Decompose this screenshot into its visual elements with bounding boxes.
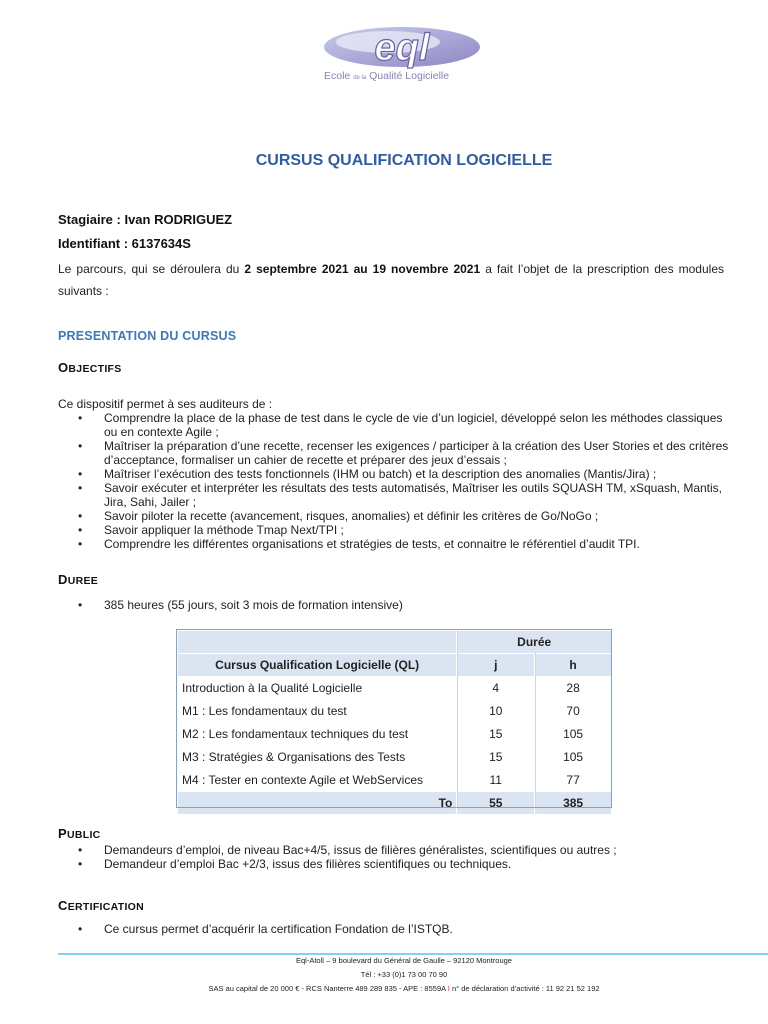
- objectifs-heading-first: O: [58, 360, 69, 375]
- footer-legal: [0, 984, 768, 993]
- table-row: M3 : Stratégies & Organisations des Tests 15 105: [178, 746, 612, 769]
- public-heading-first: P: [58, 826, 67, 841]
- table-group-header: Durée: [457, 631, 612, 654]
- public-heading: [58, 826, 101, 841]
- certification-heading-first: C: [58, 898, 68, 913]
- table-col-title: Cursus Qualification Logicielle (QL): [178, 654, 457, 677]
- footer-rule: [58, 953, 768, 955]
- table-total-row: [178, 792, 612, 815]
- public-list: [58, 843, 738, 871]
- bullet-icon: •: [78, 439, 83, 453]
- table-row: M1 : Les fondamentaux du test 10 70: [178, 700, 612, 723]
- public-heading-rest: UBLIC: [66, 829, 101, 841]
- list-item: • Savoir appliquer la méthode Tmap Next/TPI ;: [78, 523, 344, 537]
- certification-list: [58, 922, 738, 936]
- bullet-icon: •: [78, 857, 83, 871]
- table-col-h: h: [535, 654, 612, 677]
- list-item: • Demandeurs d’emploi, de niveau Bac+4/5, issus de filières généralistes, scientifiques ou autres ;: [78, 843, 617, 857]
- bullet-icon: •: [78, 481, 83, 495]
- table-row: Introduction à la Qualité Logicielle 4 28: [178, 677, 612, 700]
- list-item: • Maîtriser l’exécution des tests fonctionnels (IHM ou batch) et la description des anomalies (Mantis/Jira) ;: [78, 467, 657, 481]
- bullet-icon: •: [78, 467, 83, 481]
- presentation-heading: PRESENTATION DU CURSUS: [58, 329, 237, 343]
- logo-tagline-left: Ecole: [324, 70, 351, 82]
- table-row: M4 : Tester en contexte Agile et WebServices 11 77: [178, 769, 612, 792]
- trainee-name: Stagiaire : Ivan RODRIGUEZ: [58, 212, 233, 227]
- objectifs-heading-rest: BJECTIFS: [68, 363, 122, 375]
- list-item: • Comprendre la place de la phase de test dans le cycle de vie d’un logiciel, développé selon les méthodes classiques ou en contexte Agile ;: [78, 411, 723, 439]
- bullet-icon: •: [78, 598, 83, 612]
- duree-heading: [58, 572, 98, 587]
- duree-heading-rest: UREE: [67, 575, 99, 587]
- document-title: CURSUS QUALIFICATION LOGICIELLE: [255, 152, 553, 169]
- modules-table: [177, 630, 612, 815]
- bullet-icon: •: [78, 843, 83, 857]
- table-row: M2 : Les fondamentaux techniques du test 15 105: [178, 723, 612, 746]
- objectifs-intro: Ce dispositif permet à ses auditeurs de :: [58, 397, 273, 411]
- table-col-j: j: [457, 654, 535, 677]
- list-item: • 385 heures (55 jours, soit 3 mois de formation intensive): [78, 598, 403, 612]
- duree-heading-first: D: [58, 572, 68, 587]
- footer-legal-a: SAS au capital de 20 000 € - RCS Nanterre 489 289 835 - APE : 8559A: [208, 984, 446, 993]
- table-total-j: 55: [457, 792, 535, 815]
- footer-legal-c: n° de déclaration d’activité : 11 92 21 52 192: [451, 984, 600, 993]
- footer-phone: Tél : +33 (0)1 73 00 70 90: [360, 970, 448, 979]
- table-total-label: To: [178, 792, 457, 815]
- trainee-id: Identifiant : 6137634S: [58, 236, 191, 251]
- footer-legal-sep: I: [445, 984, 452, 993]
- certification-heading: [58, 898, 144, 913]
- bullet-icon: •: [78, 922, 83, 936]
- table-header-row: [178, 654, 612, 677]
- objectifs-list: [58, 411, 738, 551]
- list-item: • Savoir piloter la recette (avancement, risques, anomalies) et définir les critères de Go/NoGo ;: [78, 509, 599, 523]
- objectifs-heading: [58, 360, 122, 375]
- bullet-icon: •: [78, 523, 83, 537]
- table-total-h: 385: [535, 792, 612, 815]
- bullet-icon: •: [78, 509, 83, 523]
- table-divider: [535, 652, 536, 807]
- intro-after: a fait l’objet de la prescription des modules suivants :: [58, 262, 724, 298]
- footer-address: Eql-Atoll – 9 boulevard du Général de Gaulle – 92120 Montrouge: [296, 956, 512, 965]
- bullet-icon: •: [78, 411, 83, 425]
- intro-dates: 2 septembre 2021 au 19 novembre 2021: [244, 262, 481, 276]
- logo-tagline-right: Qualité Logicielle: [369, 70, 450, 82]
- certification-heading-rest: ERTIFICATION: [67, 901, 145, 913]
- list-item: • Demandeur d’emploi Bac +2/3, issus des filières scientifiques ou techniques.: [78, 857, 512, 871]
- intro-paragraph: [58, 258, 724, 302]
- table-divider: [457, 630, 458, 807]
- logo-wordmark: eql: [374, 27, 430, 69]
- list-item: • Ce cursus permet d’acquérir la certification Fondation de l’ISTQB.: [78, 922, 453, 936]
- duree-list: [58, 598, 738, 612]
- eql-logo-graphic: [318, 22, 488, 72]
- bullet-icon: •: [78, 537, 83, 551]
- logo-tagline: [324, 70, 449, 82]
- table-header-row: [178, 631, 612, 654]
- list-item: • Savoir exécuter et interpréter les résultats des tests automatisés, Maîtriser les outils SQUASH TM, xSquash, Mantis, Jira, Sahi, Jailer ;: [78, 481, 723, 509]
- list-item: • Maîtriser la préparation d’une recette, recenser les exigences / participer à la création des User Stories et des critères d’acceptance, formaliser un cahier de recette et préparer des jeux d’essais ;: [78, 439, 729, 467]
- list-item: • Comprendre les différentes organisations et stratégies de tests, et connaitre le référentiel d’audit TPI.: [78, 537, 640, 551]
- intro-before: Le parcours, qui se déroulera du: [58, 262, 245, 276]
- logo-tagline-small: de la: [353, 75, 367, 81]
